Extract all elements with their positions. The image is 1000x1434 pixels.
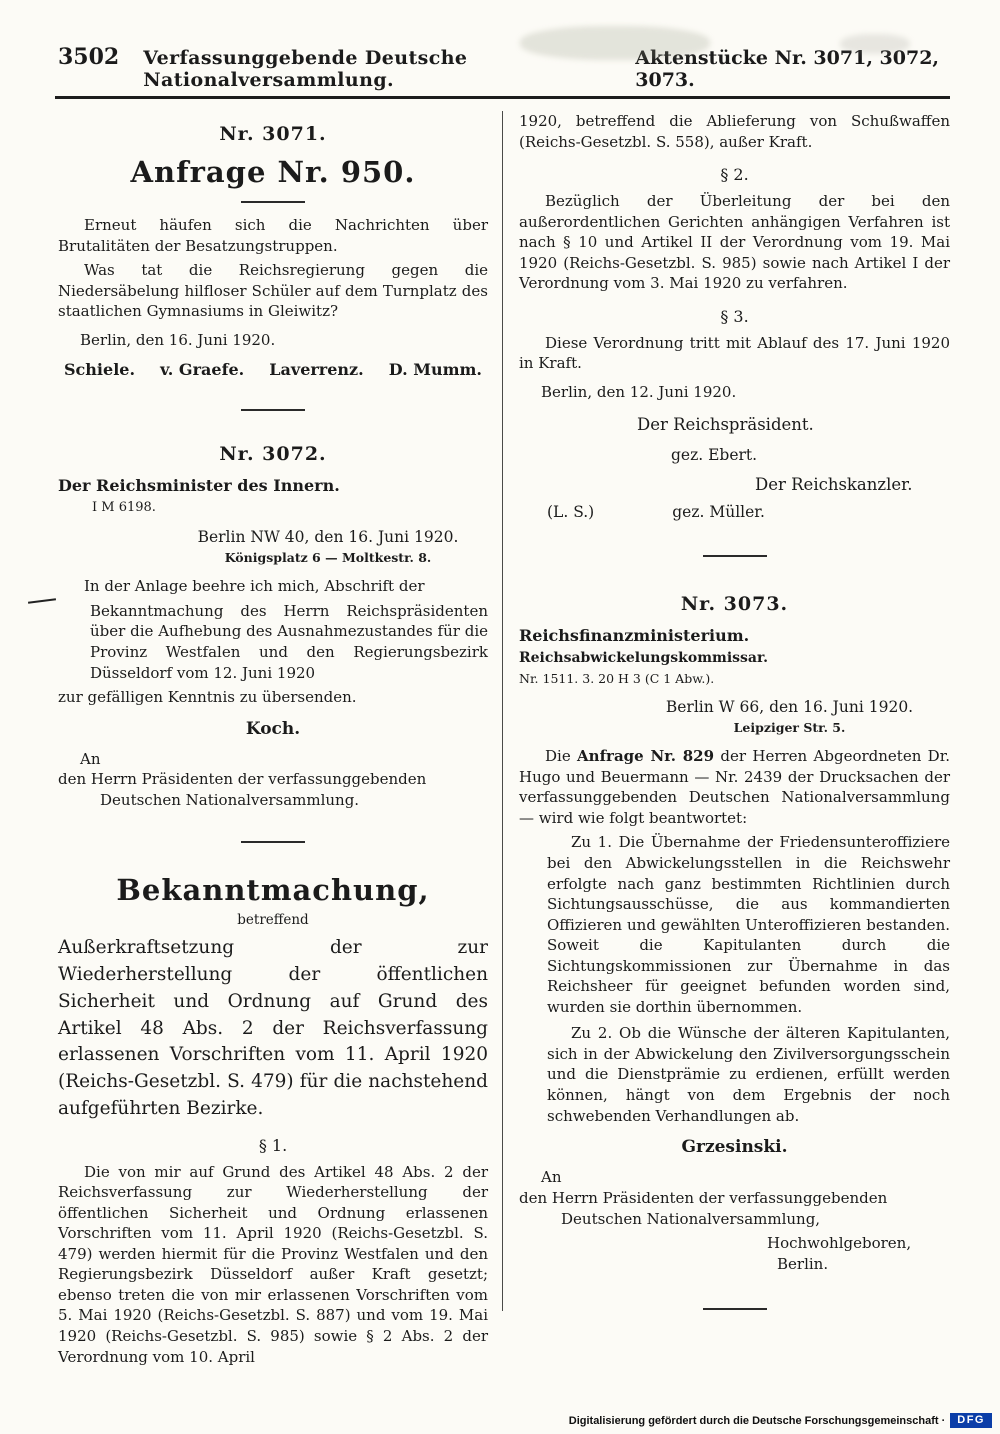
doc-3071-paragraph-1: Erneut häufen sich die Nachrichten über Brutalitäten der Besatzungstruppen. xyxy=(58,216,488,255)
doc-3073-recipient-line-4: Berlin. xyxy=(777,1254,829,1273)
doc-3071-number: Nr. 3071. xyxy=(219,123,327,145)
doc-3071-dateline: Berlin, den 16. Juni 1920. xyxy=(80,330,276,349)
left-column xyxy=(58,111,502,1371)
doc-3073-dateline: Berlin W 66, den 16. Juni 1920. xyxy=(665,697,914,716)
proclamation-section-1-text: Die von mir auf Grund des Artikel 48 Abs. 2 der Reichsverfassung zur Wiederherstellung der öffentlichen Sicherheit und Ordnung erlassenen Vorschriften vom 11. April 1920 (Reichs-Gesetzbl. S. 479) werden hiermit für die Provinz Westfalen und den Regierungsbezirk Düsseldorf außer Kraft gesetzt; ebenso treten die von mir erlassenen Vorschriften vom 5. Mai 1920 (Reichs-Gesetzbl. S. 887) und vom 19. Mai 1920 (Reichs-Gesetzbl. S. 985) sowie § 2 Abs. 2 der Verordnung vom 10. April xyxy=(58,1162,488,1366)
doc-3072-quoted-block: Bekanntmachung des Herrn Reichspräsidenten über die Aufhebung des Ausnahmezustandes für die Provinz Westfalen und den Regierungsbezirk Düsseldorf vom 12. Juni 1920 xyxy=(90,601,488,682)
digitization-footer xyxy=(569,1413,992,1428)
doc-3072-sender: Der Reichsminister des Innern. xyxy=(58,476,340,496)
proclamation-section-3-head: § 3. xyxy=(720,306,749,326)
proclamation-section-1-head: § 1. xyxy=(258,1135,288,1155)
doc-3073-address: Leipziger Str. 5. xyxy=(733,720,846,736)
chancellor-signature: gez. Müller. xyxy=(672,502,765,521)
doc-3073-answer-2: Zu 2. Ob die Wünsche der älteren Kapitulanten, sich in der Abwickelung den Zivilversorgungsschein und die Dienstprämie zu erdienen, erfüllt werden können, hängt von dem Ergebnis der noch schwebenden Verhandlungen ab. xyxy=(547,1024,950,1125)
doc-3073-sender-1: Reichsfinanzministerium. xyxy=(519,625,750,645)
chancellor-title: Der Reichskanzler. xyxy=(755,475,913,495)
intro-anfrage-bold: Anfrage Nr. 829 xyxy=(577,747,715,766)
doc-3072-recipient-line-1: den Herrn Präsidenten der verfassunggebenden xyxy=(58,770,427,789)
doc-3072-letterhead xyxy=(168,527,488,566)
president-title: Der Reichspräsident. xyxy=(637,415,814,435)
doc-3072-intro: In der Anlage beehre ich mich, Abschrift der xyxy=(84,577,425,596)
proclamation-section-2-head: § 2. xyxy=(720,165,749,185)
digitization-credit: Digitalisierung gefördert durch die Deutsche Forschungsgemeinschaft · xyxy=(568,1414,946,1427)
doc-3072-number: Nr. 3072. xyxy=(219,443,327,466)
doc-3073-recipient-line-1: den Herrn Präsidenten der verfassunggebenden xyxy=(519,1188,888,1207)
president-signature: gez. Ebert. xyxy=(671,445,758,464)
two-column-layout xyxy=(0,99,1000,1371)
signature-name: Laverrenz. xyxy=(269,360,364,380)
proclamation-title: Bekanntmachung, xyxy=(116,872,430,907)
proclamation-subtitle: betreffend xyxy=(237,911,309,928)
signature-name: v. Graefe. xyxy=(160,360,245,380)
doc-3073-letterhead xyxy=(629,697,950,736)
proclamation-section-3-text: Diese Verordnung tritt mit Ablauf des 17. Juni 1920 in Kraft. xyxy=(519,333,950,373)
doc-3073-sender-2: Reichsabwickelungskommissar. xyxy=(519,649,768,666)
doc-3072-signature: Koch. xyxy=(245,718,301,739)
doc-3073-answer-1: Zu 1. Die Übernahme der Friedensunteroffiziere bei den Abwickelungsstellen in die Reichswehr erfolgte nach ganz bestimmten Richtlinien durch Sichtungsausschüsse, die aus kommandierten Offizieren und gewählten Unteroffizieren bestanden. Soweit die Kapitulanten durch die Sichtungskommissionen zur Übernahme in das Reichsheer für geeignet befunden worden sind, wurden sie dorthin übernommen. xyxy=(547,833,950,1016)
section-divider xyxy=(703,555,767,557)
doc-3071-title: Anfrage Nr. 950. xyxy=(130,155,416,190)
seal-mark: (L. S.) xyxy=(547,502,595,521)
doc-3073-number: Nr. 3073. xyxy=(680,592,789,615)
section-divider xyxy=(241,841,305,843)
section-divider xyxy=(703,1308,767,1310)
intro-text-pre: Die xyxy=(545,747,578,766)
proclamation-dateline: Berlin, den 12. Juni 1920. xyxy=(541,382,737,401)
doc-3072-recipient-label: An xyxy=(80,749,101,768)
doc-3073-recipient-line-3: Hochwohlgeboren, xyxy=(767,1234,912,1253)
doc-3073-signature: Grzesinski. xyxy=(681,1137,788,1158)
proclamation-section-1-continuation: 1920, betreffend die Ablieferung von Schußwaffen (Reichs-Gesetzbl. S. 558), außer Kraft. xyxy=(519,112,950,151)
doc-3072-address: Königsplatz 6 — Moltkestr. 8. xyxy=(224,550,432,566)
section-divider xyxy=(241,201,305,203)
doc-3073-reference: Nr. 1511. 3. 20 H 3 (C 1 Abw.). xyxy=(519,670,715,686)
page-header xyxy=(0,0,1000,91)
dfg-logo: DFG xyxy=(950,1413,992,1428)
proclamation-section-2-text: Bezüglich der Überleitung der bei den außerordentlichen Gerichten anhängigen Verfahren ist nach § 10 und Artikel II der Verordnung vom 19. Mai 1920 (Reichs-Gesetzbl. S. 985) sowie nach Artikel I der Verordnung vom 3. Mai 1920 zu verfahren. xyxy=(519,192,950,293)
doc-3073-intro xyxy=(519,746,950,828)
seal-and-chancellor-signature xyxy=(519,503,950,521)
header-issue-label: Aktenstücke Nr. 3071, 3072, 3073. xyxy=(635,47,940,91)
intro-text-post: der Herren Abgeordneten Dr. Hugo und Beuermann — Nr. 2439 der Drucksachen der verfassunggebenden Deutschen Nationalversammlung — wird wie folgt beantwortet: xyxy=(519,747,951,827)
doc-3073-recipient-line-2: Deutschen Nationalversammlung, xyxy=(561,1209,821,1228)
doc-3071-signatures xyxy=(58,360,488,379)
doc-3071-paragraph-2: Was tat die Reichsregierung gegen die Niedersäbelung hilfloser Schüler auf dem Turnplatz des staatlichen Gymnasiums in Gleiwitz? xyxy=(58,261,488,321)
signature-name: D. Mumm. xyxy=(388,360,482,380)
doc-3072-dateline: Berlin NW 40, den 16. Juni 1920. xyxy=(197,528,459,547)
doc-3072-outro: zur gefälligen Kenntnis zu übersenden. xyxy=(58,688,357,707)
doc-3072-reference: I M 6198. xyxy=(92,500,156,516)
section-divider xyxy=(241,409,305,411)
right-column xyxy=(503,111,950,1344)
doc-3072-recipient-line-2: Deutschen Nationalversammlung. xyxy=(100,791,360,810)
header-title: Verfassunggebende Deutsche Nationalversammlung. xyxy=(143,47,468,91)
proclamation-subject: Außerkraftsetzung der zur Wiederherstellung der öffentlichen Sicherheit und Ordnung auf Grund des Artikel 48 Abs. 2 der Reichsverfassung erlassenen Vorschriften vom 11. April 1920 (Reichs-Gesetzbl. S. 479) für die nachstehend aufgeführten Bezirke. xyxy=(58,937,488,1119)
signature-name: Schiele. xyxy=(64,360,136,380)
doc-3073-recipient-label: An xyxy=(541,1168,562,1187)
page-number: 3502 xyxy=(58,44,120,70)
